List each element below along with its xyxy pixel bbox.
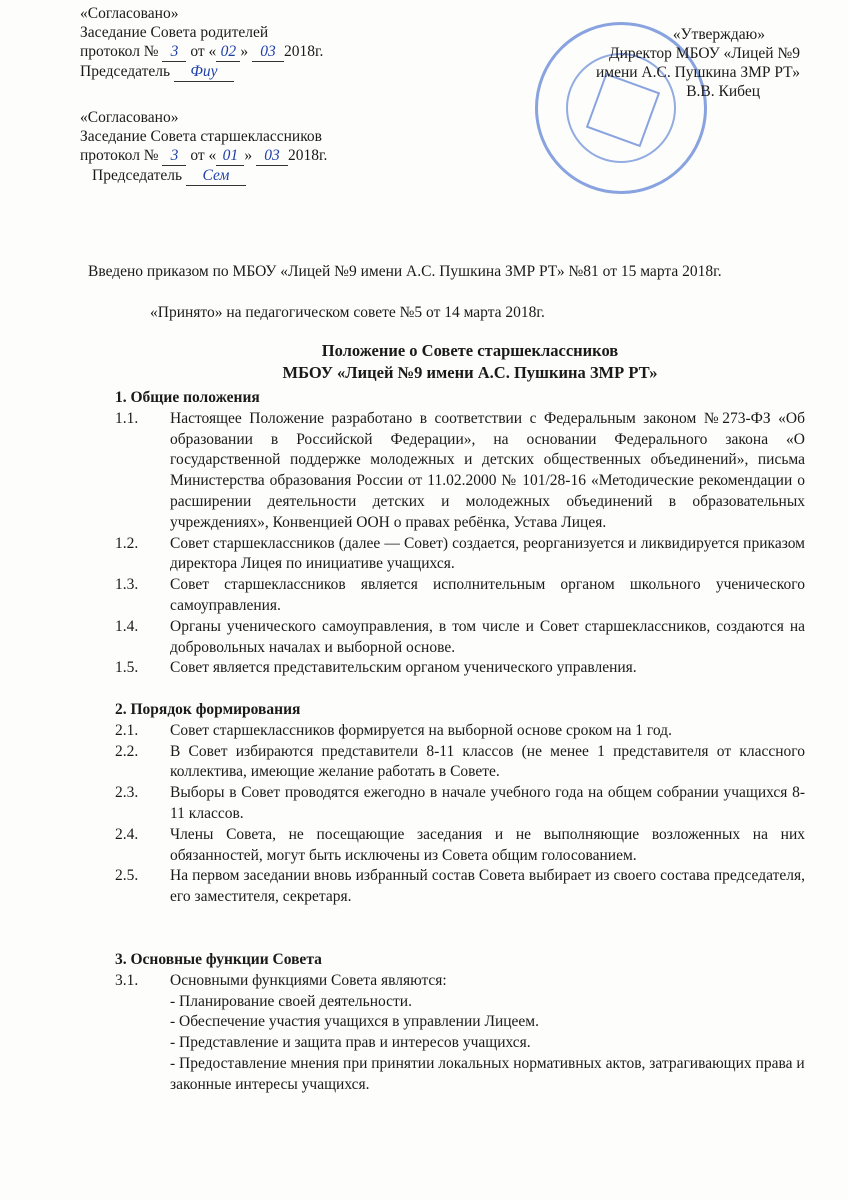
item-number: 2.2.	[115, 742, 139, 760]
item-text: Члены Совета, не посещающие заседания и не выполняющие возложенных на них обязанностей, могут быть исключены из Совета общим голосованием.	[170, 825, 805, 864]
list-item	[115, 742, 805, 784]
protocol-line	[80, 146, 327, 166]
section-functions	[115, 950, 805, 1096]
protocol-month: 03	[252, 42, 284, 62]
bullet-item: - Представление и защита прав и интересов учащихся.	[170, 1034, 531, 1052]
protocol-day: 02	[216, 42, 240, 62]
list-item	[115, 575, 805, 617]
approval-director	[570, 25, 800, 101]
item-number: 2.1.	[115, 721, 139, 739]
director-title: Директор МБОУ «Лицей №9	[609, 45, 800, 62]
protocol-year: 2018г.	[283, 43, 324, 60]
agreed-label: «Согласовано»	[80, 5, 179, 22]
item-number: 1.4.	[115, 617, 139, 635]
list-item	[115, 617, 805, 659]
bullet-item: - Планирование своей деятельности.	[170, 992, 412, 1010]
item-number: 1.5.	[115, 659, 139, 677]
bullet-item: - Обеспечение участия учащихся в управлении Лицеем.	[170, 1013, 539, 1031]
director-school: имени А.С. Пушкина ЗМР РТ»	[595, 64, 800, 81]
item-text: Основными функциями Совета являются:	[170, 971, 447, 989]
director-name: В.В. Кибец	[686, 83, 760, 100]
list-item	[115, 783, 805, 825]
signature: Фиу	[174, 62, 234, 82]
approve-label: «Утверждаю»	[672, 26, 765, 43]
section-heading: 3. Основные функции Совета	[115, 951, 322, 968]
item-text: Органы ученического самоуправления, в том числе и Совет старшеклассников, создаются на добровольных началах и выборной основе.	[170, 617, 805, 656]
protocol-year: 2018г.	[287, 147, 328, 164]
protocol-day: 01	[216, 146, 244, 166]
section-heading: 1. Общие положения	[115, 389, 260, 406]
section-heading: 2. Порядок формирования	[115, 701, 301, 718]
from-label: от «	[190, 147, 217, 164]
chair-line	[80, 62, 323, 82]
item-text: Совет старшеклассников формируется на выборной основе сроком на 1 год.	[170, 721, 672, 739]
section-formation	[115, 700, 805, 908]
list-item	[115, 721, 805, 742]
list-item	[115, 971, 805, 992]
item-text: Совет является представительским органом ученического управления.	[170, 659, 637, 677]
item-text: Совет старшеклассников (далее — Совет) создается, реорганизуется и ликвидируется приказом директора Лицея по инициативе учащихся.	[170, 534, 805, 573]
item-number: 1.1.	[115, 409, 139, 427]
council-name: Заседание Совета старшеклассников	[80, 128, 323, 145]
item-number: 3.1.	[115, 971, 139, 989]
accepted-note: «Принято» на педагогическом совете №5 от 14 марта 2018г.	[150, 304, 545, 321]
protocol-line	[80, 42, 323, 62]
item-text: На первом заседании вновь избранный состав Совета выбирает из своего состава председателя, его заместителя, секретаря.	[170, 867, 805, 906]
protocol-month: 03	[256, 146, 288, 166]
sep: »	[244, 147, 253, 164]
section-general	[115, 388, 805, 679]
list-item	[115, 658, 805, 679]
item-number: 2.4.	[115, 825, 139, 843]
item-text: В Совет избираются представители 8-11 классов (не менее 1 представителя от классного коллектива, имеющие желание работать в Совете.	[170, 742, 805, 781]
agreed-label: «Согласовано»	[80, 109, 179, 126]
list-item	[115, 866, 805, 908]
list-item	[115, 409, 805, 534]
protocol-prefix: протокол №	[80, 147, 159, 164]
chair-label: Председатель	[80, 63, 171, 80]
approval-senior-council	[80, 108, 327, 186]
item-number: 2.5.	[115, 867, 139, 885]
chair-line	[80, 166, 327, 186]
list-item	[115, 825, 805, 867]
approval-parents-council	[80, 4, 323, 82]
function-bullets	[115, 992, 805, 1096]
bullet-item: - Предоставление мнения при принятии локальных нормативных актов, затрагивающих права и законные интересы учащихся.	[170, 1054, 805, 1093]
item-text: Совет старшеклассников является исполнительным органом школьного ученического самоуправления.	[170, 576, 805, 614]
doc-title: Положение о Совете старшеклассников	[321, 341, 619, 360]
from-label: от «	[190, 43, 217, 60]
list-item	[115, 534, 805, 576]
signature: Сем	[186, 166, 246, 186]
item-text: Выборы в Совет проводятся ежегодно в начале учебного года на общем собрании учащихся 8-11 классов.	[170, 784, 805, 822]
intro-order: Введено приказом по МБОУ «Лицей №9 имени А.С. Пушкина ЗМР РТ» №81 от 15 марта 2018г.	[88, 263, 722, 280]
item-number: 2.3.	[115, 784, 139, 802]
protocol-number: 3	[162, 146, 186, 166]
sep: »	[240, 43, 249, 60]
item-number: 1.2.	[115, 534, 139, 552]
protocol-prefix: протокол №	[80, 43, 159, 60]
council-name: Заседание Совета родителей	[80, 24, 269, 41]
protocol-number: 3	[162, 42, 186, 62]
item-number: 1.3.	[115, 576, 139, 594]
doc-subtitle: МБОУ «Лицей №9 имени А.С. Пушкина ЗМР РТ»	[282, 363, 658, 382]
chair-label: Председатель	[92, 167, 183, 184]
item-text: Настоящее Положение разработано в соответствии с Федеральным законом №273-ФЗ «Об образовании в Российской Федерации», на основании Федерального закона «О государственной поддержке молодежных и детских общественных объединений», письма Министерства образования России от 11.02.2000 № 101/28-16 «Методические рекомендации о расширении деятельности детских и молодежных объединений в образовательных учреждениях», Конвенцией ООН о правах ребёнка, Устава Лицея.	[170, 409, 805, 531]
